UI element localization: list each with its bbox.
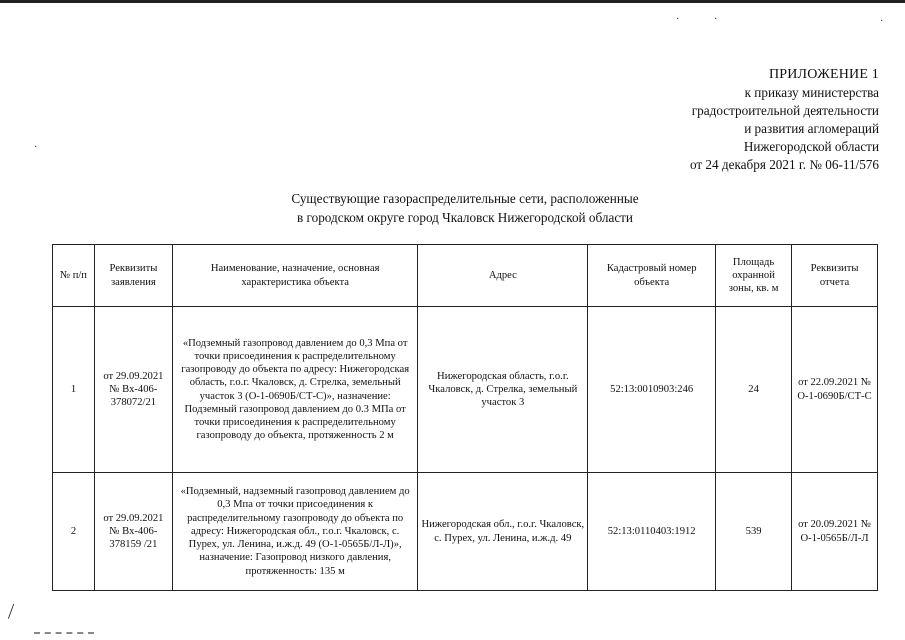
table-header-row <box>53 245 878 307</box>
table-row <box>53 473 878 591</box>
header-address: Адрес <box>418 245 588 307</box>
appendix-line: к приказу министерства <box>744 85 879 100</box>
document-title-line: Существующие газораспределительные сети, расположенные <box>291 191 639 206</box>
cell-cadastral: 52:13:0110403:1912 <box>588 473 716 591</box>
table-row <box>53 307 878 473</box>
appendix-order-date: от 24 декабря 2021 г. № 06-11/576 <box>689 157 879 172</box>
cell-num: 2 <box>53 473 95 591</box>
appendix-line: градостроительной деятельности <box>691 103 879 118</box>
cell-report: от 22.09.2021 № О-1-0690Б/СТ-С <box>792 307 878 473</box>
page-top-border <box>0 0 905 3</box>
gas-network-table <box>52 244 878 591</box>
cell-area: 539 <box>716 473 792 591</box>
header-area: Площадь охранной зоны, кв. м <box>716 245 792 307</box>
cell-address: Нижегородская область, г.о.г. Чкаловск, д. Стрелка, земельный участок 3 <box>418 307 588 473</box>
cell-name: «Подземный, надземный газопровод давлением до 0,3 Мпа от точки присоединения к распределительному газопроводу до объекта по адресу: Нижегородская обл., г.о.г. Чкаловск, с. Пурех, ул. Ленина, и.ж.д. 49 (О-1-0565Б/Л-Л)», назначение: Газопровод низкого давления, протяженность: 135 м <box>172 473 418 591</box>
appendix-block <box>690 66 879 174</box>
cell-name: «Подземный газопровод давлением до 0,3 Мпа от точки присоединения к распределительному газопроводу до объекта по адресу: Нижегородская область, г.о.г. Чкаловск, д. Стрелка, земельный участок 3 (О-1-0690Б/СТ-С)», назначение: Подземный газопровод давлением до 0.3 МПа от точки присоединения к распределительному газопроводу до объекта, протяженность 2 м <box>172 307 418 473</box>
header-num: № п/п <box>53 245 95 307</box>
scan-speck: · <box>880 16 884 27</box>
header-cadastral: Кадастровый номер объекта <box>588 245 716 307</box>
cell-application: от 29.09.2021 № Вх-406-378072/21 <box>94 307 172 473</box>
appendix-title: ПРИЛОЖЕНИЕ 1 <box>768 67 879 82</box>
cell-num: 1 <box>53 307 95 473</box>
document-title-line: в городском округе город Чкаловск Нижегородской области <box>297 210 633 225</box>
appendix-line: Нижегородской области <box>743 139 879 154</box>
appendix-line: и развития агломераций <box>744 121 879 136</box>
cell-application: от 29.09.2021 № Вх-406-378159 /21 <box>94 473 172 591</box>
header-report: Реквизиты отчета <box>792 245 878 307</box>
document-title <box>170 189 760 227</box>
header-name: Наименование, назначение, основная характеристика объекта <box>172 245 418 307</box>
cell-area: 24 <box>716 307 792 473</box>
scan-artifact-mark: ⟋ <box>3 602 20 623</box>
scan-speck: · <box>34 142 38 153</box>
cell-address: Нижегородская обл., г.о.г. Чкаловск, с. Пурех, ул. Ленина, и.ж.д. 49 <box>418 473 588 591</box>
scan-speck: · <box>676 14 680 25</box>
cell-report: от 20.09.2021 № О-1-0565Б/Л-Л <box>792 473 878 591</box>
scan-speck: · <box>714 14 718 25</box>
cell-cadastral: 52:13:0010903:246 <box>588 307 716 473</box>
header-application: Реквизиты заявления <box>94 245 172 307</box>
scan-artifact-dashes <box>34 632 94 636</box>
